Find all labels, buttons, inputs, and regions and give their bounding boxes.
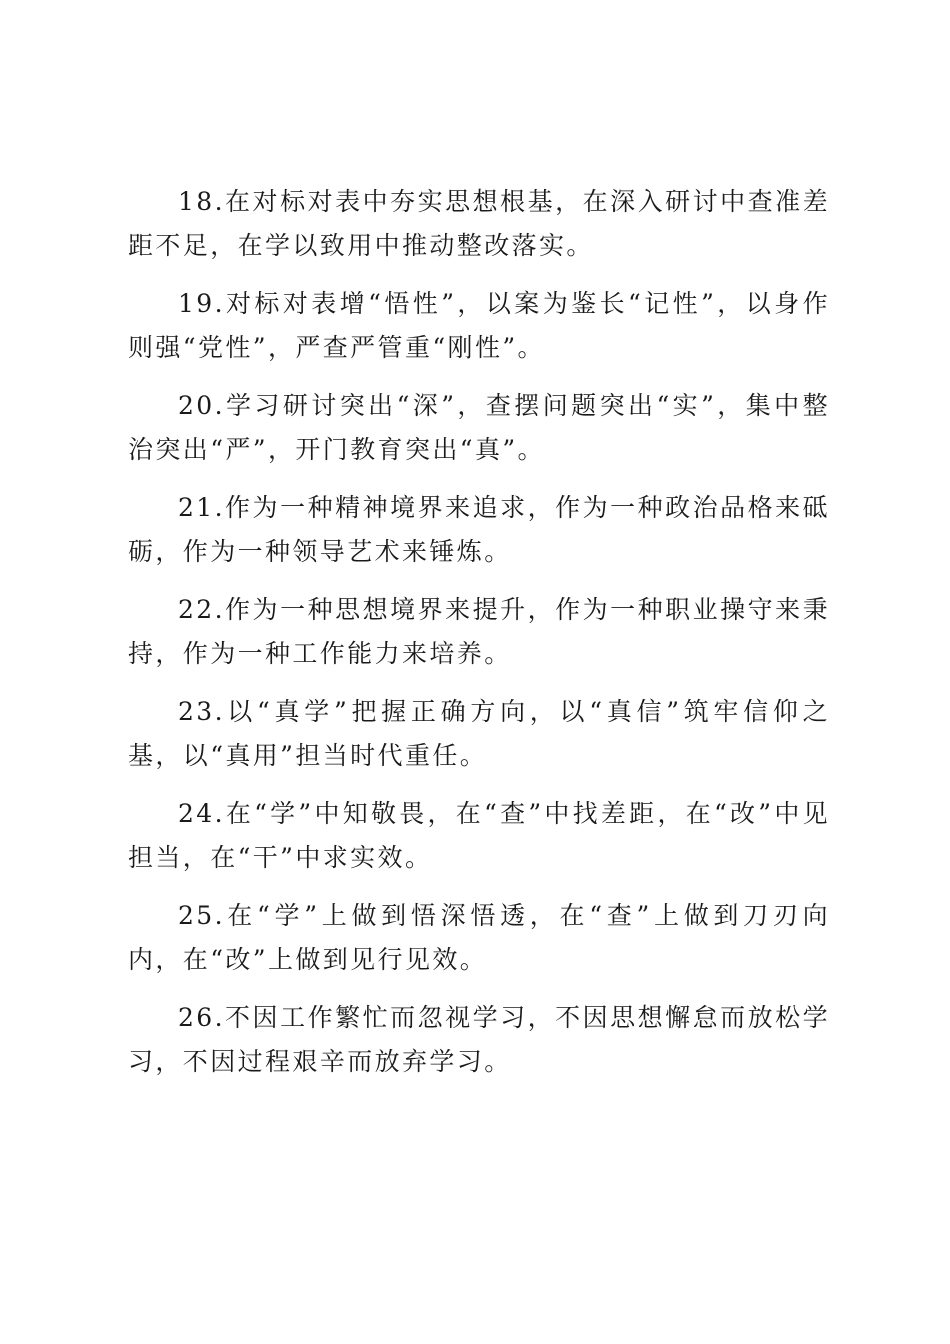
paragraph-23: 23.以“真学”把握正确方向，以“真信”筑牢信仰之基，以“真用”担当时代重任。 bbox=[128, 697, 830, 770]
paragraph-19: 19.对标对表增“悟性”，以案为鉴长“记性”，以身作则强“党性”，严查严管重“刚性”。 bbox=[128, 289, 830, 362]
paragraph-18: 18.在对标对表中夯实思想根基，在深入研讨中查准差距不足，在学以致用中推动整改落实。 bbox=[128, 187, 830, 260]
paragraph-24: 24.在“学”中知敬畏，在“查”中找差距，在“改”中见担当，在“干”中求实效。 bbox=[128, 799, 830, 872]
paragraph-25: 25.在“学”上做到悟深悟透，在“查”上做到刀刃向内，在“改”上做到见行见效。 bbox=[128, 901, 830, 974]
paragraph-21: 21.作为一种精神境界来追求，作为一种政治品格来砥砺，作为一种领导艺术来锤炼。 bbox=[128, 493, 830, 566]
paragraph-26: 26.不因工作繁忙而忽视学习，不因思想懈怠而放松学习，不因过程艰辛而放弃学习。 bbox=[128, 1003, 830, 1076]
paragraph-20: 20.学习研讨突出“深”，查摆问题突出“实”，集中整治突出“严”，开门教育突出“真”。 bbox=[128, 391, 830, 464]
document-body bbox=[128, 180, 830, 1098]
paragraph-22: 22.作为一种思想境界来提升，作为一种职业操守来秉持，作为一种工作能力来培养。 bbox=[128, 595, 830, 668]
